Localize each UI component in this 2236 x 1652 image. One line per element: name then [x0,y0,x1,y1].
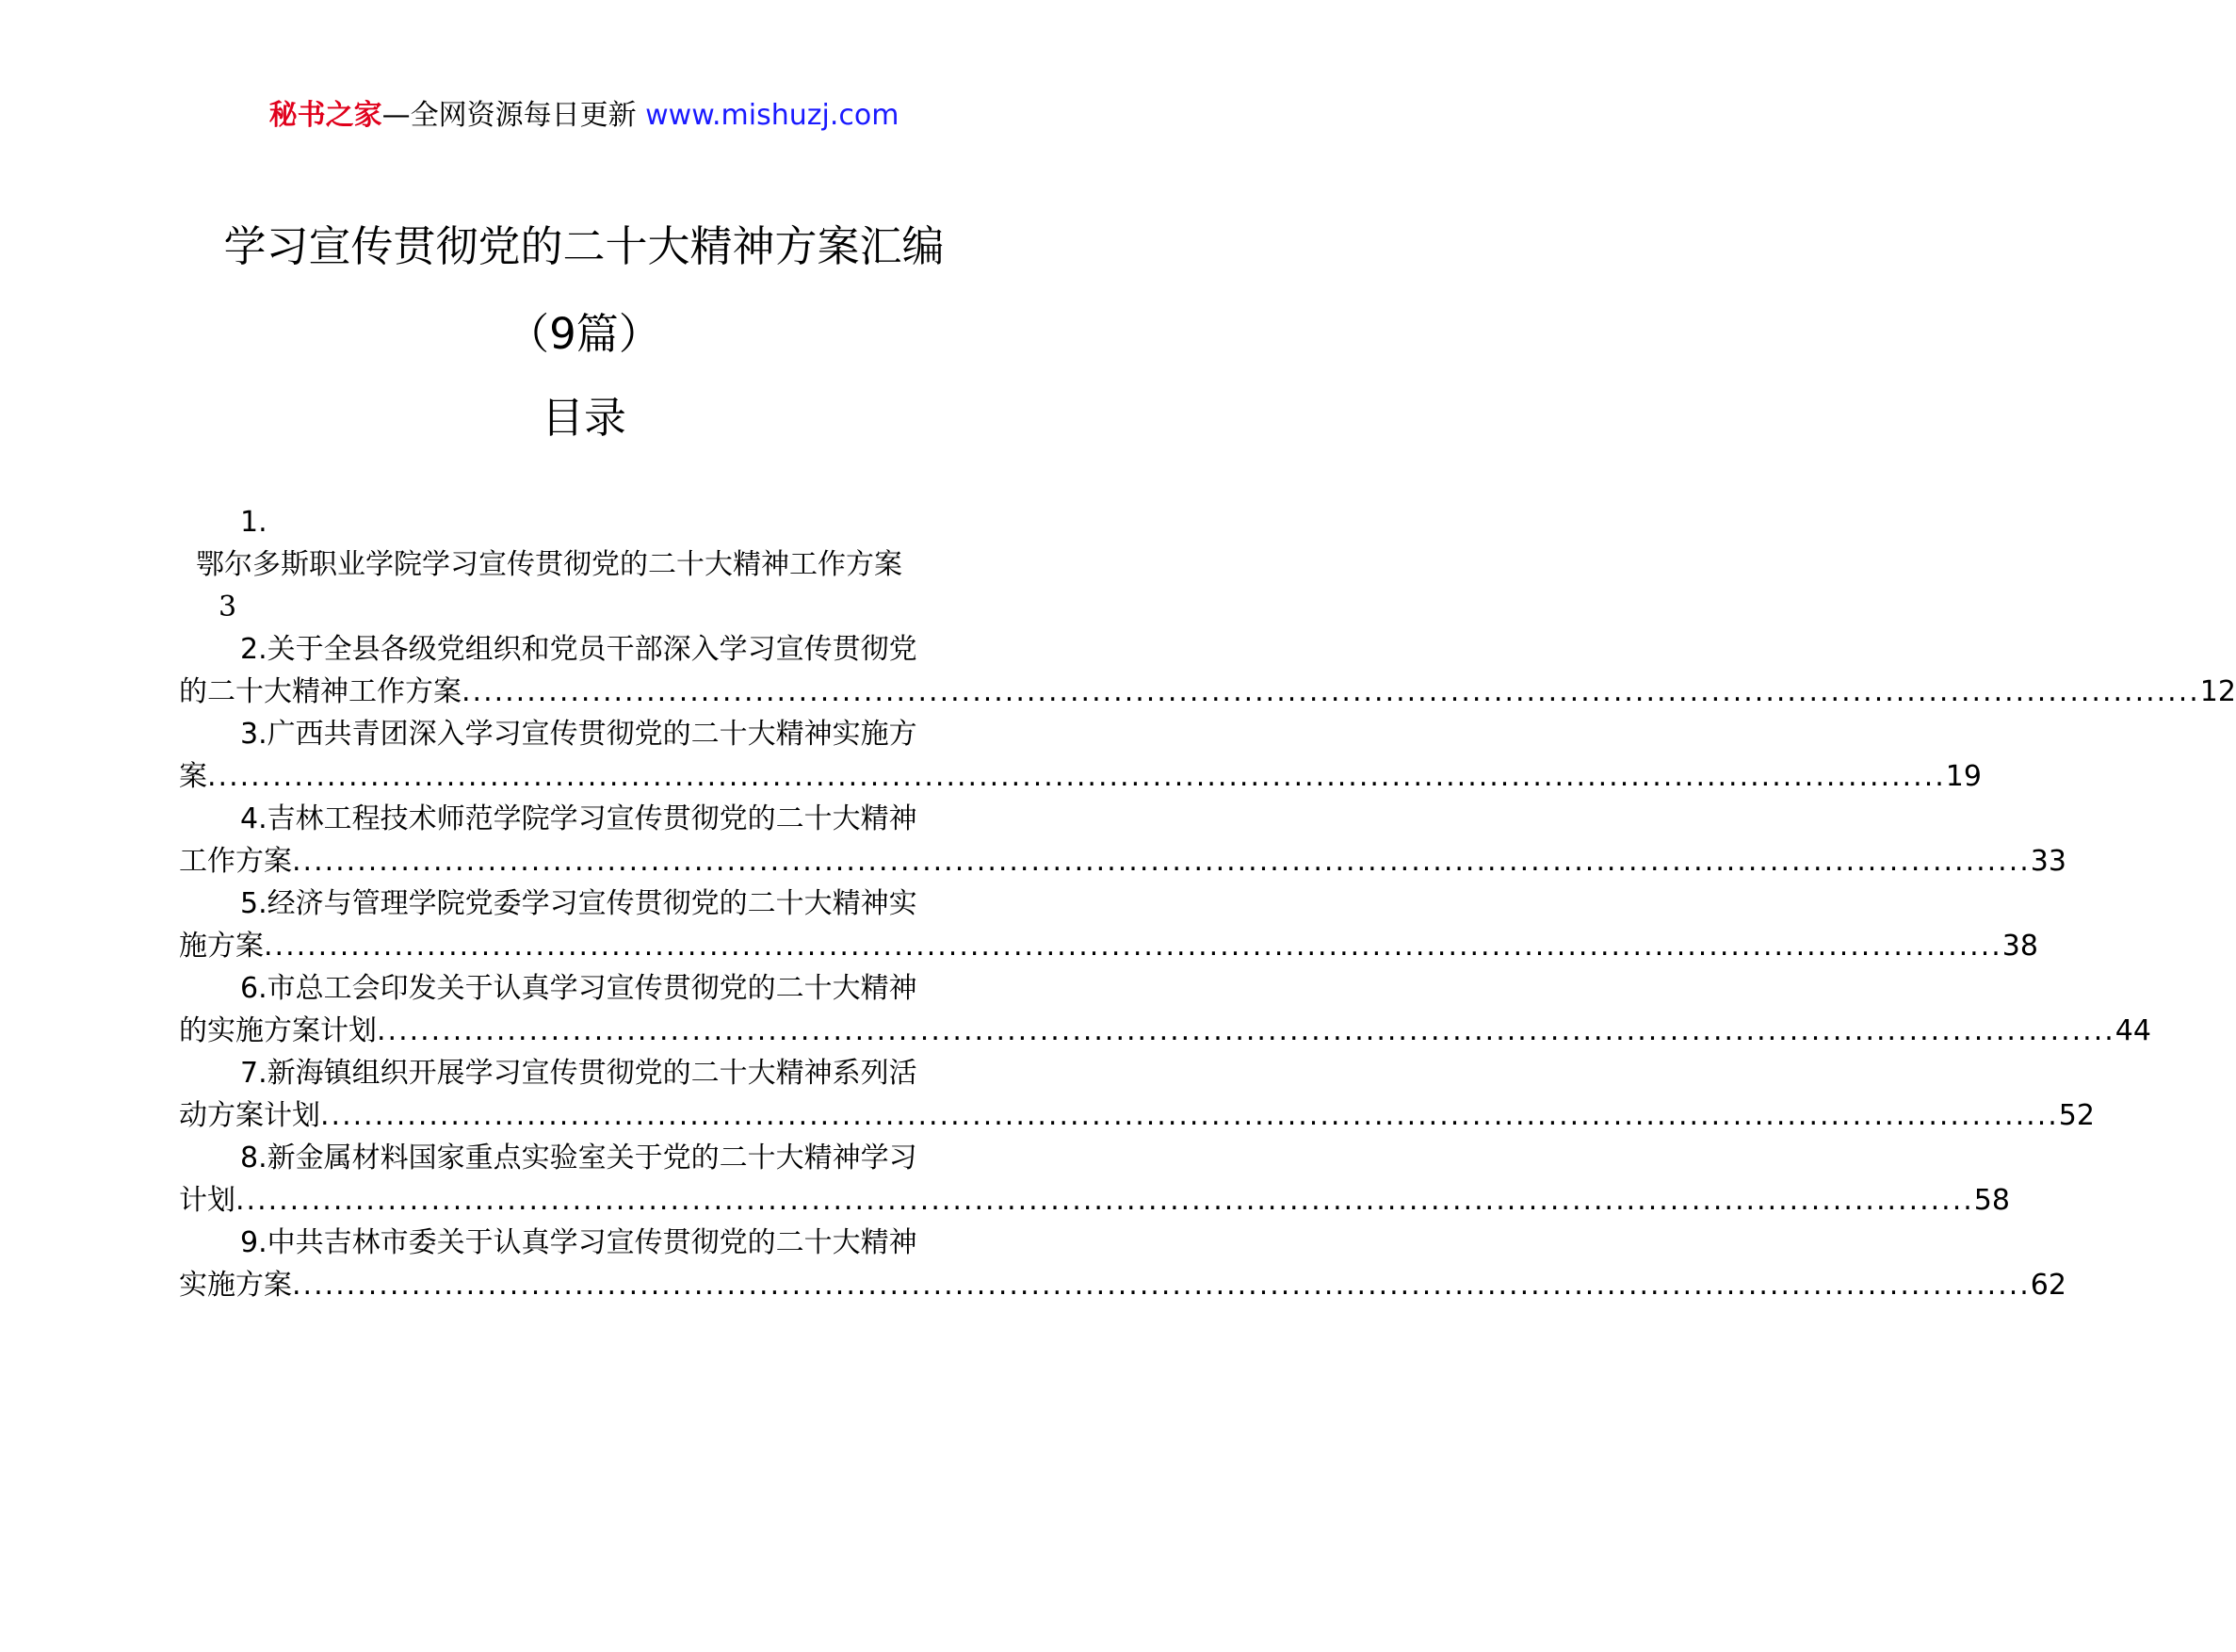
leader-dots: ................................................................................................................................................................ [235,1184,1974,1217]
toc-entry-title: 5.经济与管理学院党委学习宣传贯彻党的二十大精神实 [240,887,917,920]
toc-entry-page: 38 [2001,930,2038,963]
toc-entry-page: 44 [2114,1014,2151,1047]
toc-entry-title-cont: 的实施方案计划 [179,1014,377,1047]
toc-entry-page: 33 [2030,845,2066,878]
toc-entry-title-cont: 施方案 [179,930,264,963]
toc-entry-3[interactable] [179,713,1982,798]
leader-dots: ................................................................................................................................................................ [292,845,2031,878]
toc-entry-title-cont: 工作方案 [179,845,292,878]
toc-entry-4[interactable] [179,798,2066,883]
leader-dots: ................................................................................................................................................................ [462,675,2200,708]
toc-entry-title: 8.新金属材料国家重点实验室关于党的二十大精神学习 [240,1142,917,1174]
toc-entry-8[interactable] [179,1137,2010,1222]
toc-entry-page: 12 [2199,675,2236,708]
header-slogan: 全网资源每日更新 [410,99,637,132]
toc-entry-title-cont: 实施方案 [179,1269,292,1302]
toc-entry-title: 2.关于全县各级党组织和党员干部深入学习宣传贯彻党 [240,633,917,666]
toc-entry-title-cont: 计划 [179,1184,235,1217]
document-title: 学习宣传贯彻党的二十大精神方案汇编 [223,221,945,271]
table-of-contents [179,501,2236,1306]
leader-dots: ................................................................................................................................................................ [292,1269,2031,1302]
toc-entry-title: 鄂尔多斯职业学院学习宣传贯彻党的二十大精神工作方案 [196,548,902,581]
toc-entry-page: 19 [1945,760,1982,793]
toc-entry-title: 9.中共吉林市委关于认真学习宣传贯彻党的二十大精神 [240,1226,917,1259]
site-url-link[interactable]: www.mishuzj.com [645,99,899,132]
toc-entry-title: 7.新海镇组织开展学习宣传贯彻党的二十大精神系列活 [240,1057,917,1090]
toc-entry-title-cont: 的二十大精神工作方案 [179,675,462,708]
toc-entry-title: 4.吉林工程技术师范学院学习宣传贯彻党的二十大精神 [240,802,917,835]
toc-entry-number: 1. [240,506,267,539]
leader-dots: ................................................................................................................................................................ [207,760,1946,793]
toc-entry-5[interactable] [179,883,2038,967]
toc-entry-7[interactable] [179,1052,2095,1137]
toc-entry-title: 3.广西共青团深入学习宣传贯彻党的二十大精神实施方 [240,718,917,751]
toc-heading: 目录 [541,393,626,443]
toc-entry-title: 6.市总工会印发关于认真学习宣传贯彻党的二十大精神 [240,972,917,1005]
toc-entry-page: 58 [1973,1184,2010,1217]
toc-entry-page: 3 [219,591,237,624]
leader-dots: ................................................................................................................................................................ [264,930,2002,963]
toc-entry-title-cont: 动方案计划 [179,1099,320,1132]
toc-entry-9[interactable] [179,1222,2066,1306]
header-dash: — [381,99,411,132]
toc-entry-6[interactable] [179,967,2151,1052]
toc-entry-1[interactable] [179,501,989,628]
site-header [0,94,1168,138]
leader-dots: ................................................................................................................................................................ [377,1014,2115,1047]
document-count: （9篇） [507,309,661,359]
leader-dots: ................................................................................................................................................................ [320,1099,2059,1132]
toc-entry-2[interactable] [179,628,2236,713]
brand-name: 秘书之家 [268,99,382,132]
toc-entry-title-cont: 案 [179,760,207,793]
toc-entry-page: 62 [2030,1269,2066,1302]
toc-entry-page: 52 [2058,1099,2095,1132]
